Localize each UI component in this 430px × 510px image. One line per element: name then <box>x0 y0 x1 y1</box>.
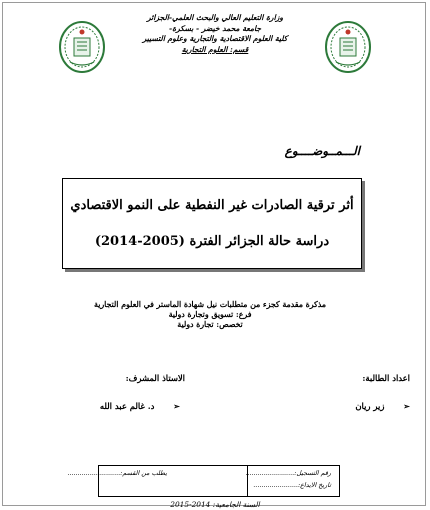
supervisor-label: الاستاذ المشرف: <box>125 373 185 383</box>
arrow-bullet-icon: ➢ <box>173 401 180 411</box>
thesis-subtitle: دراسة حالة الجزائر الفترة (2005-2014) <box>94 234 330 249</box>
deposit-date: تاريخ الايداع:...................... <box>253 481 331 489</box>
memo-description <box>60 300 360 330</box>
specialty-line: تخصص: تجارة دولية <box>177 320 243 329</box>
supervisor-name-row <box>100 401 180 411</box>
institution-header <box>110 13 320 55</box>
academic-year: السنة الجامعية: 2014-2015 <box>170 500 260 509</box>
title-box <box>62 178 362 269</box>
supervisor-name: د. غالم عبد الله <box>99 401 155 411</box>
university-line: جامعة محمد خيضر - بسكرة- <box>168 23 262 33</box>
faculty-line: كلية العلوم الاقتصادية والتجارية وعلوم التسيير <box>142 34 288 44</box>
student-name-row <box>355 401 410 411</box>
student-label: اعداد الطالبة: <box>362 373 410 383</box>
registration-number: رقم التسجيل:........................ <box>245 469 331 477</box>
registration-table <box>67 465 340 497</box>
branch-line: فرع: تسويق وتجارة دولية <box>168 310 252 319</box>
university-seal-icon <box>56 18 108 76</box>
thesis-title: أثر ترقية الصادرات غير النفطية على النمو الاقتصادي <box>70 198 354 213</box>
university-seal-icon <box>322 18 374 76</box>
department-line: قسم: العلوم التجارية <box>181 44 249 54</box>
ministry-line: وزارة التعليم العالي والبحث العلمي-الجزائر <box>146 13 284 22</box>
memo-line: مذكرة مقدمة كجزء من متطلبات نيل شهادة الماستر في العلوم التجارية <box>94 300 326 309</box>
arrow-bullet-icon: ➢ <box>403 401 410 411</box>
department-request: يطلب من القسم:.......................... <box>67 469 167 477</box>
student-name: زير ريان <box>355 401 385 411</box>
topic-label: الـــمــوضــــوع <box>284 144 360 158</box>
